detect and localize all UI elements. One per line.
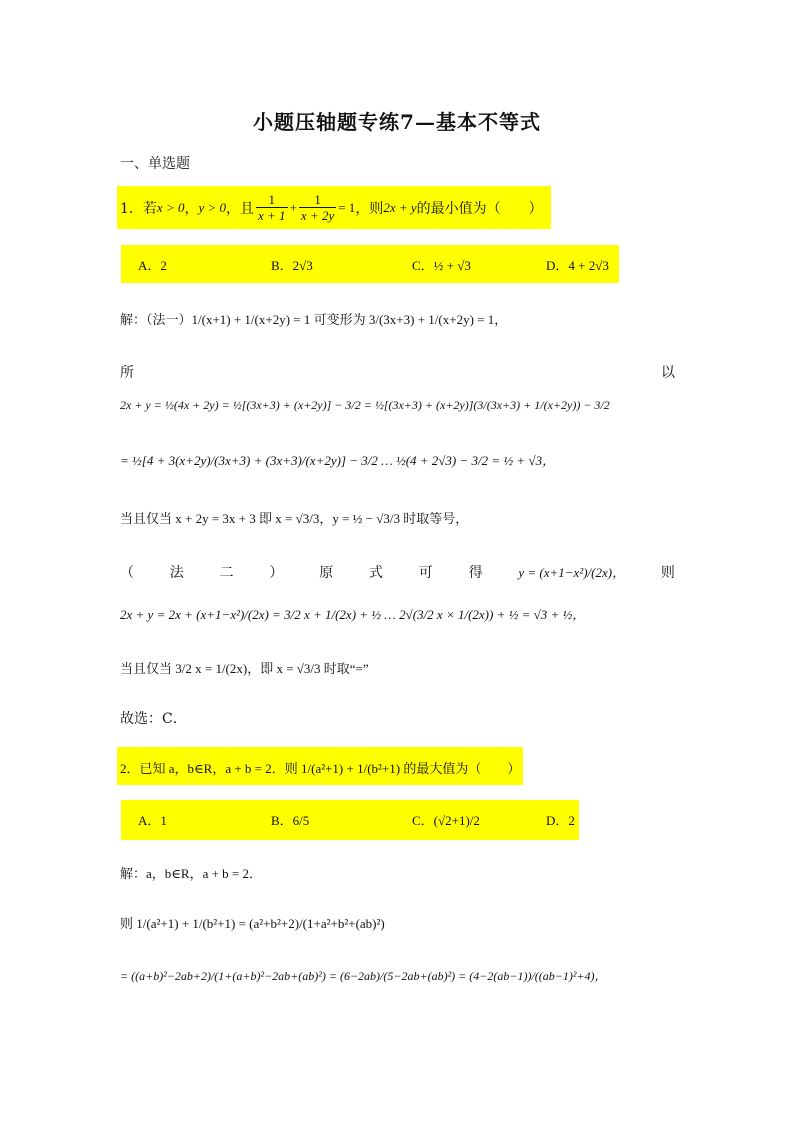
q1-condition-y: y > 0 [198, 199, 227, 215]
q1-solution-line-2-right: 以 [661, 365, 675, 381]
q2-solution-line-1: 解：a，b∈R，a + b = 2． [120, 866, 262, 881]
q1-fraction-1 [256, 192, 288, 223]
q1-option-d: D．4 + 2√3 [546, 258, 609, 273]
q1-and: ，且 [226, 200, 255, 217]
line6-token-0: （ [120, 565, 134, 581]
q1-solution-line-1: 解：（法一）1/(x+1) + 1/(x+2y) = 1 可变形为 3/(3x+3) + 1/(x+2y) = 1， [120, 312, 508, 327]
line6-token-8: y = (x+1−x²)/(2x)， [518, 565, 626, 580]
line6-token-1: 法 [169, 565, 184, 581]
q1-equals: = 1 [338, 199, 356, 215]
line6-token-3: ） [269, 565, 284, 581]
q1-fraction-1-den: x + 1 [258, 208, 286, 223]
q1-solution-line-8: 当且仅当 3/2 x = 1/(2x)，即 x = √3/3 时取“=” [120, 661, 369, 676]
q2-stem: 2．已知 a，b∈R，a + b = 2．则 1/(a²+1) + 1/(b²+1) 的最大值为（ ） [117, 747, 523, 785]
q2-option-c: C．(√2+1)/2 [412, 813, 480, 828]
q1-option-b: B．2√3 [271, 258, 313, 273]
q2-options [121, 800, 579, 840]
q1-fraction-2 [299, 192, 336, 223]
q2-option-b: B．6/5 [271, 813, 310, 828]
q1-condition-x: x > 0 [156, 199, 185, 215]
line6-token-5: 式 [368, 565, 383, 581]
q1-ask: 的最小值为（ ） [416, 200, 543, 217]
q1-fraction-2-num: 1 [299, 192, 336, 208]
q1-option-c: C．½ + √3 [412, 258, 471, 273]
line6-token-9: 则 [660, 565, 675, 581]
q1-then: ，则 [355, 200, 384, 217]
q1-solution-line-5: 当且仅当 x + 2y = 3x + 3 即 x = √3/3，y = ½ − √3/3 时取等号， [120, 511, 469, 526]
q2-option-d: D．2 [546, 813, 575, 828]
q1-solution-line-7: 2x + y = 2x + (x+1−x²)/(2x) = 3/2 x + 1/(2x) + ½ … 2√(3/2 x × 1/(2x)) + ½ = √3 + ½， [120, 607, 586, 622]
q1-comma: ， [184, 200, 199, 217]
q1-option-a: A．2 [138, 258, 167, 273]
q1-fraction-1-num: 1 [256, 192, 288, 208]
q1-solution-line-3: 2x + y = ½(4x + 2y) = ½[(3x+3) + (x+2y)] − 3/2 = ½[(3x+3) + (x+2y)](3/(3x+3) + 1/(x+2y)) − 3/2 [120, 398, 610, 412]
line6-token-2: 二 [219, 565, 234, 581]
q1-options [121, 245, 619, 283]
line6-token-6: 可 [418, 565, 433, 581]
q2-solution-line-3: = ((a+b)²−2ab+2)/(1+(a+b)²−2ab+(ab)²) = (6−2ab)/(5−2ab+(ab)²) = (4−2(ab−1))/((ab−1)²+4)， [120, 969, 607, 983]
q1-plus: + [289, 199, 297, 215]
q1-solution-line-2-left: 所 [120, 365, 134, 381]
q1-stem [117, 186, 551, 229]
q1-solution-line-2 [120, 362, 675, 382]
q1-fraction-2-den: x + 2y [300, 208, 335, 223]
q1-solution-line-4: = ½[4 + 3(x+2y)/(3x+3) + (3x+3)/(x+2y)] − 3/2 … ½(4 + 2√3) − 3/2 = ½ + √3， [120, 453, 556, 468]
q1-solution-line-6 [120, 562, 675, 582]
q1-answer: 故选：C． [120, 711, 187, 727]
section-heading: 一、单选题 [120, 156, 190, 172]
q1-target: 2x + y [383, 199, 417, 215]
q1-number: 1．若 [120, 200, 157, 217]
page-title: 小题压轴题专练7—基本不等式 [253, 110, 541, 134]
line6-token-7: 得 [468, 565, 483, 581]
q2-solution-line-2: 则 1/(a²+1) + 1/(b²+1) = (a²+b²+2)/(1+a²+b²+(ab)²) [120, 916, 385, 931]
q2-option-a: A．1 [138, 813, 167, 828]
line6-token-4: 原 [319, 565, 334, 581]
